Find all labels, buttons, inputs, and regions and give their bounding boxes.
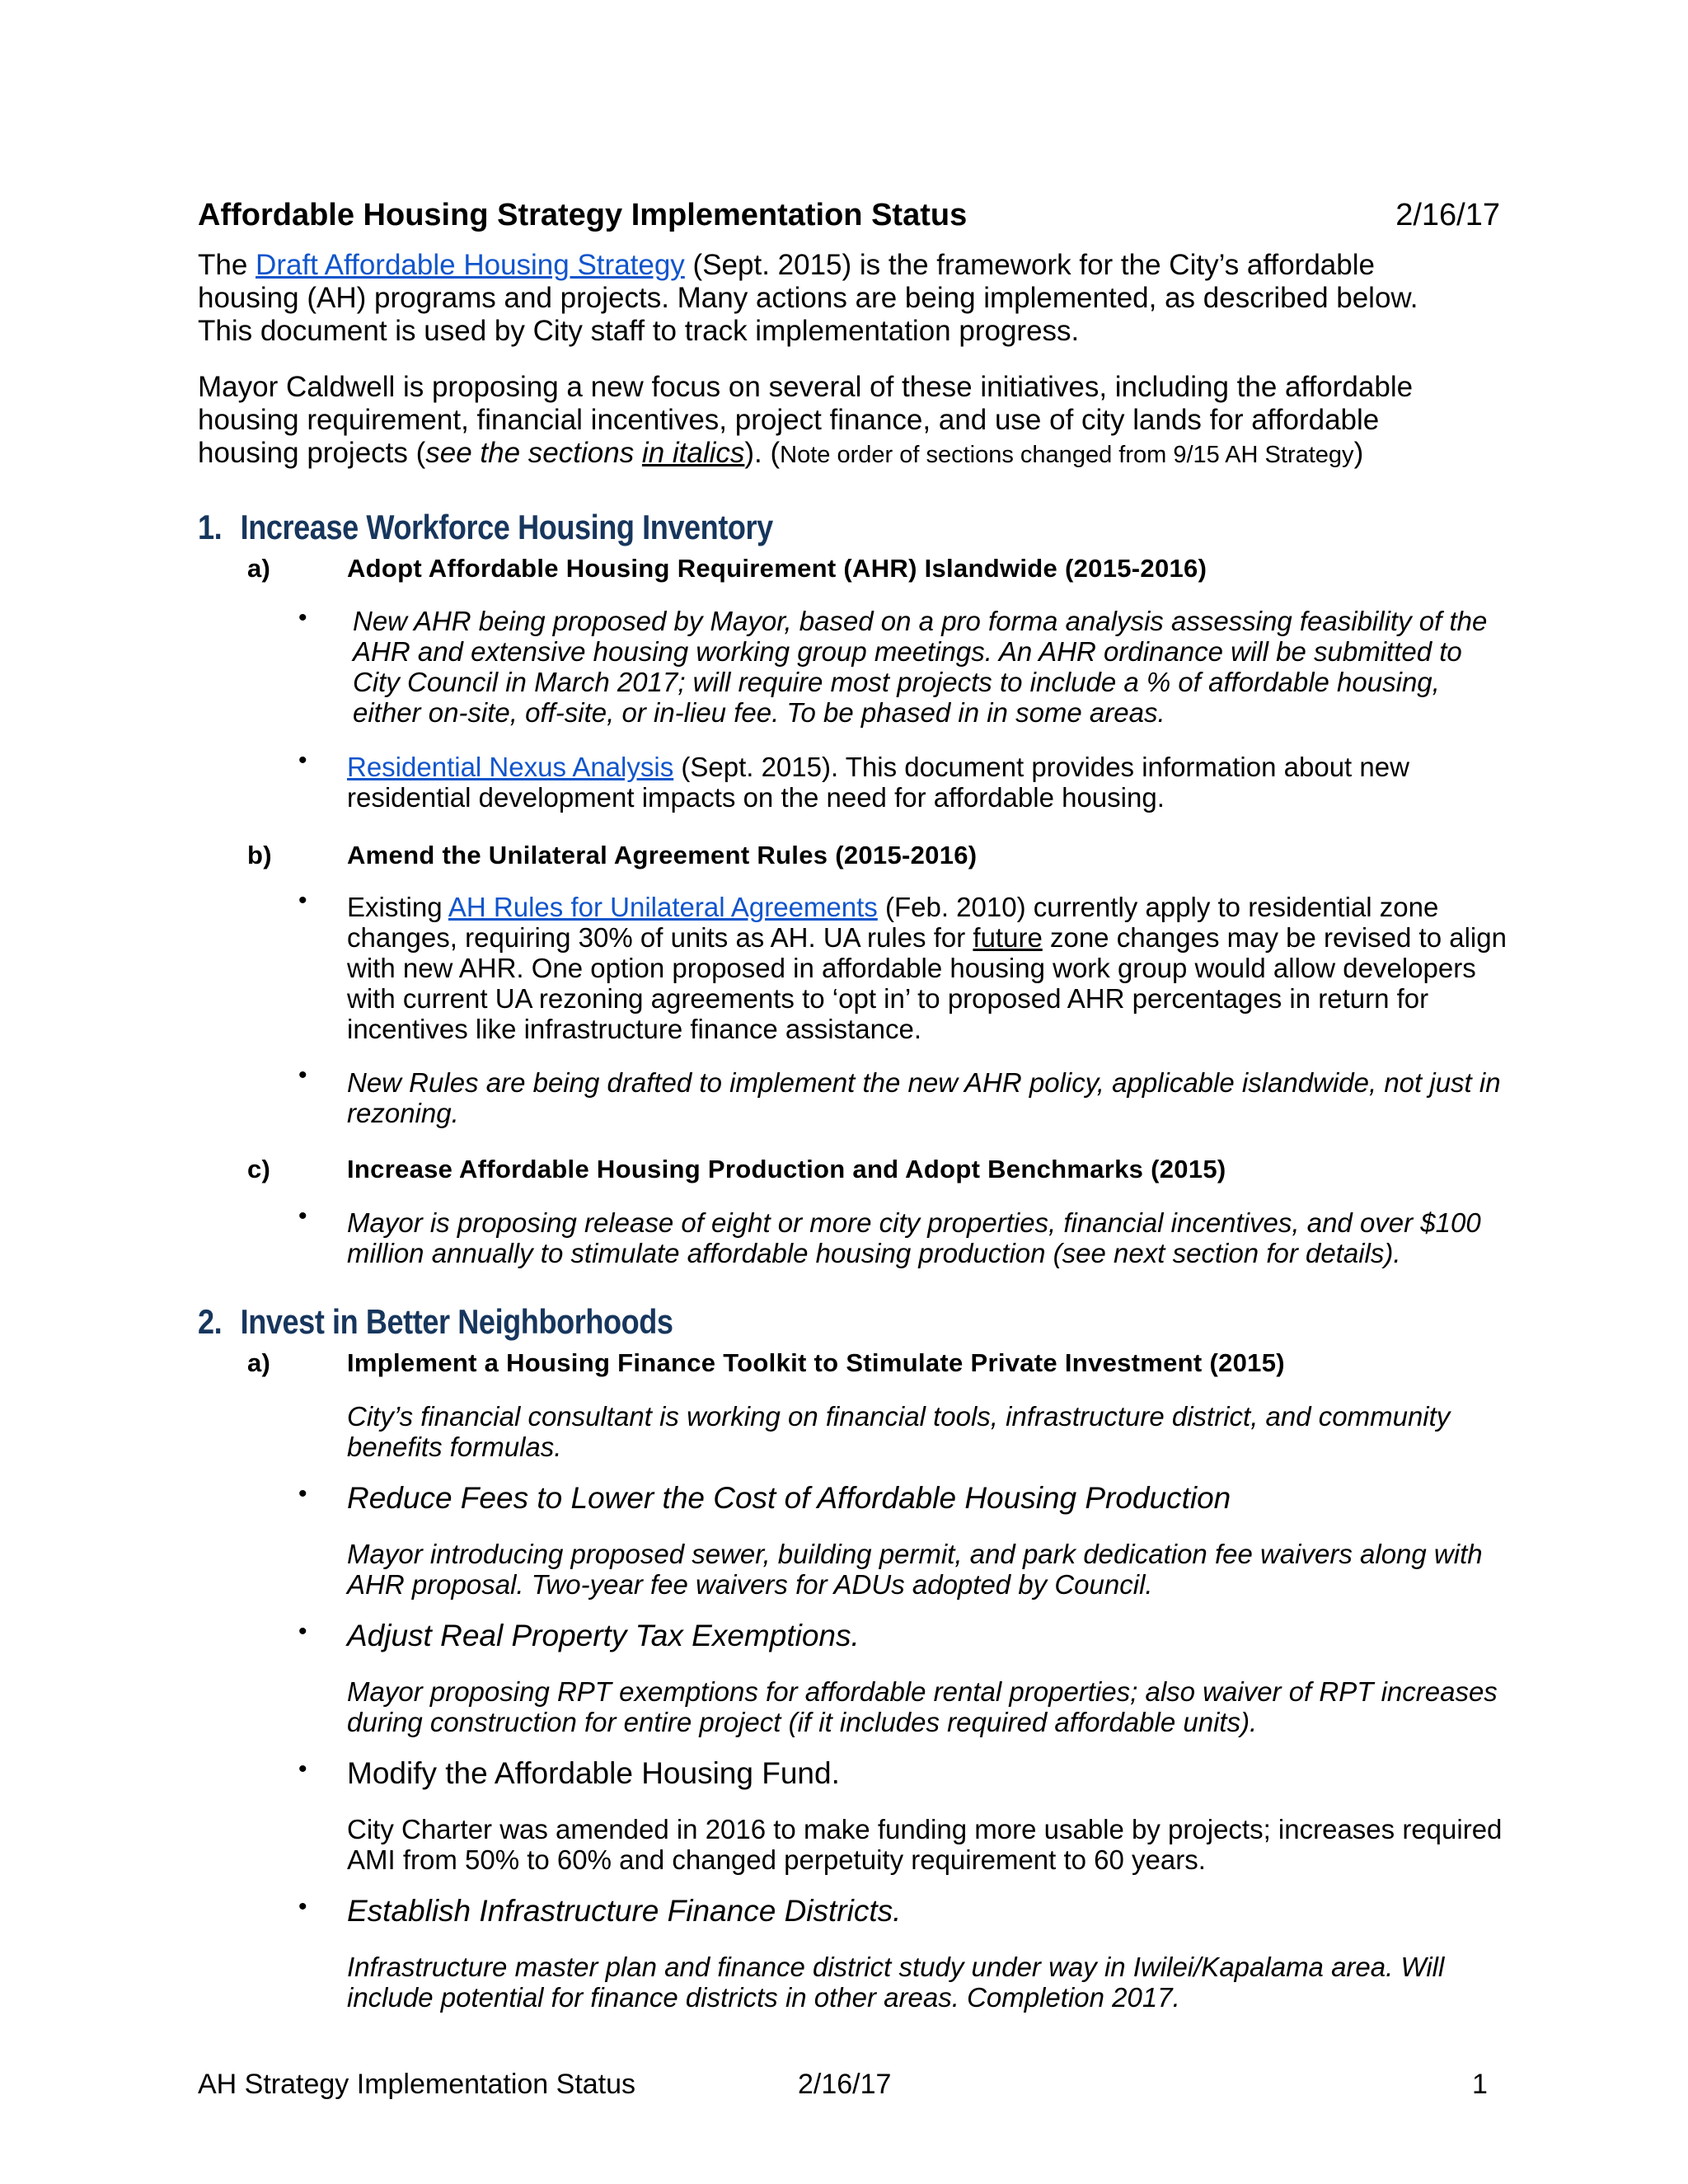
toolkit-item-finance-districts-body: Infrastructure master plan and finance district study under way in Iwilei/Kapalama area. Will include potential for finance districts in other areas. Completion 2017. xyxy=(347,1952,1445,2013)
toolkit-item-housing-fund: Modify the Affordable Housing Fund. xyxy=(347,1756,840,1790)
bullet-marker: • xyxy=(298,1755,307,1783)
residential-nexus-link[interactable]: Residential Nexus Analysis xyxy=(347,752,674,782)
toolkit-item-finance-districts: Establish Infrastructure Finance Districts. xyxy=(347,1894,902,1928)
bullet-marker: • xyxy=(298,604,307,631)
bullet-marker: • xyxy=(298,747,307,774)
bullet-marker: • xyxy=(298,1893,307,1920)
toolkit-item-rpt-exemptions: Adjust Real Property Tax Exemptions. xyxy=(347,1619,860,1652)
bullet-1b-ua-rules: Existing AH Rules for Unilateral Agreements (Feb. 2010) currently apply to residential zone changes, requiring 30% of units as AH. UA rules for future zone changes may be revised to align with new AHR. One option proposed in affordable housing work group would allow developers with current UA rezoning agreements to ‘opt in’ to proposed AHR percentages in return for incentives like infrastructure finance assistance. xyxy=(347,892,1507,1044)
page-title: Affordable Housing Strategy Implementation Status xyxy=(198,198,968,232)
bullet-marker: • xyxy=(298,1480,307,1507)
bullet-marker: • xyxy=(298,1202,307,1230)
footer-title: AH Strategy Implementation Status xyxy=(198,2069,636,2100)
document-date: 2/16/17 xyxy=(1395,198,1500,232)
bullet-marker: • xyxy=(298,1618,307,1645)
intro-paragraph-2: Mayor Caldwell is proposing a new focus on several of these initiatives, including the affordable housing requirement, financial incentives, project finance, and use of city lands for affordable housing projects (see the sections in italics). (Note order of sections changed from 9/15 AH Strategy) xyxy=(198,371,1414,469)
page-number: 1 xyxy=(1472,2069,1488,2100)
intro-paragraph-1: The Draft Affordable Housing Strategy (Sept. 2015) is the framework for the City’s affordable housing (AH) programs and projects. Many actions are being implemented, as described below. This document is used by City staff to track implementation progress. xyxy=(198,249,1418,347)
toolkit-item-reduce-fees-body: Mayor introducing proposed sewer, building permit, and park dedication fee waivers along with AHR proposal. Two-year fee waivers for ADUs adopted by Council. xyxy=(347,1539,1483,1600)
title-row xyxy=(198,198,1500,239)
toolkit-item-rpt-exemptions-body: Mayor proposing RPT exemptions for affordable rental properties; also waiver of RPT increases during construction for entire project (if it includes required affordable units). xyxy=(347,1676,1498,1737)
bullet-marker: • xyxy=(298,887,307,914)
bullet-1b-new-rules: New Rules are being drafted to implement the new AHR policy, applicable islandwide, not just in rezoning. xyxy=(347,1067,1501,1128)
toolkit-item-reduce-fees: Reduce Fees to Lower the Cost of Affordable Housing Production xyxy=(347,1481,1231,1515)
draft-strategy-link[interactable]: Draft Affordable Housing Strategy xyxy=(256,249,685,281)
document-page: Affordable Housing Strategy Implementation Status 2/16/17 The Draft Affordable Housing Strategy (Sept. 2015) is the framework for the City’s affordable housing (AH) programs and projects. Many actions are being implemented, as described below. This document is used by City staff to track implementation progress. Mayor Caldwell is proposing a new focus on several of these initiatives, including the affordable housing requirement, financial incentives, project finance, and use of city lands for affordable housing projects (see the sections in italics). (Note order of sections changed from 9/15 AH Strategy) 1. Increase Workforce Housing Inventory a) Adopt Affordable Housing Requirement (AHR) Islandwide (2015-2016) • New AHR being proposed by Mayor, based on a pro forma analysis assessing feasibility of the AHR and extensive housing working group meetings. An AHR ordinance will be submitted to City Council in March 2017; will require most projects to include a % of affordable housing, either on-site, off-site, or in-lieu fee. To be phased in in some areas. • Residential Nexus Analysis (Sept. 2015). This document provides information about new residential development impacts on the need for affordable housing. b) Amend the Unilateral Agreement Rules (2015-2016) • Existing AH Rules for Unilateral Agreements (Feb. 2010) currently apply to residential zone changes, requiring 30% of units as AH. UA rules for future zone changes may be revised to align with new AHR. One option proposed in affordable housing work group would allow developers with current UA rezoning agreements to ‘opt in’ to proposed AHR percentages in return for incentives like infrastructure finance assistance. • New Rules are being drafted to implement the new AHR policy, applicable islandwide, not just in rezoning. c) Increase Affordable Housing Production and Adopt Benchmarks (2015) • Mayor is proposing release of eight or more city properties, financial incentives, and over $100 million annually to stimulate affordable housing production (see next section for details). 2. Invest in Better Neighborhoods a) Implement a Housing Finance Toolkit to Stimulate Private Investment (2015) City’s financial consultant is working on financial tools, infrastructure district, and community benefits formulas. • Reduce Fees to Lower the Cost of Affordable Housing Production Mayor introducing proposed sewer, building permit, and park dedication fee waivers along with AHR proposal. Two-year fee waivers for ADUs adopted by Council. • Adjust Real Property Tax Exemptions. Mayor proposing RPT exemptions for affordable rental properties; also waiver of RPT increases during construction for entire project (if it includes required affordable units). • Modify the Affordable Housing Fund. City Charter was amended in 2016 to make funding more usable by projects; increases required AMI from 50% to 60% and changed perpetuity requirement to 60 years. • Establish Infrastructure Finance Districts. Infrastructure master plan and finance district study under way in Iwilei/Kapalama area. Will include potential for finance districts in other areas. Completion 2017. AH Strategy Implementation Status 2/16/17 1 xyxy=(0,0,1688,2184)
bullet-marker: • xyxy=(298,1062,307,1089)
bullet-1a-ahr-proposal: New AHR being proposed by Mayor, based on a pro forma analysis assessing feasibility of the AHR and extensive housing working group meetings. An AHR ordinance will be submitted to City Council in March 2017; will require most projects to include a % of affordable housing, either on-site, off-site, or in-lieu fee. To be phased in in some areas. xyxy=(353,606,1488,728)
toolkit-item-housing-fund-body: City Charter was amended in 2016 to make funding more usable by projects; increases required AMI from 50% to 60% and changed perpetuity requirement to 60 years. xyxy=(347,1814,1503,1875)
toolkit-intro: City’s financial consultant is working on financial tools, infrastructure district, and community benefits formulas. xyxy=(347,1401,1451,1462)
section-heading-1: 1. Increase Workforce Housing Inventory xyxy=(198,508,773,546)
footer-date: 2/16/17 xyxy=(798,2069,892,2100)
bullet-1c-city-properties: Mayor is proposing release of eight or more city properties, financial incentives, and over $100 million annually to stimulate affordable housing production (see next section for details). xyxy=(347,1207,1481,1268)
section-heading-2: 2. Invest in Better Neighborhoods xyxy=(198,1302,673,1341)
ah-rules-ua-link[interactable]: AH Rules for Unilateral Agreements xyxy=(448,892,878,922)
section-order-note: Note order of sections changed from 9/15 AH Strategy xyxy=(780,442,1354,468)
bullet-1a-nexus-analysis: Residential Nexus Analysis (Sept. 2015). This document provides information about new residential development impacts on the need for affordable housing. xyxy=(347,752,1409,813)
